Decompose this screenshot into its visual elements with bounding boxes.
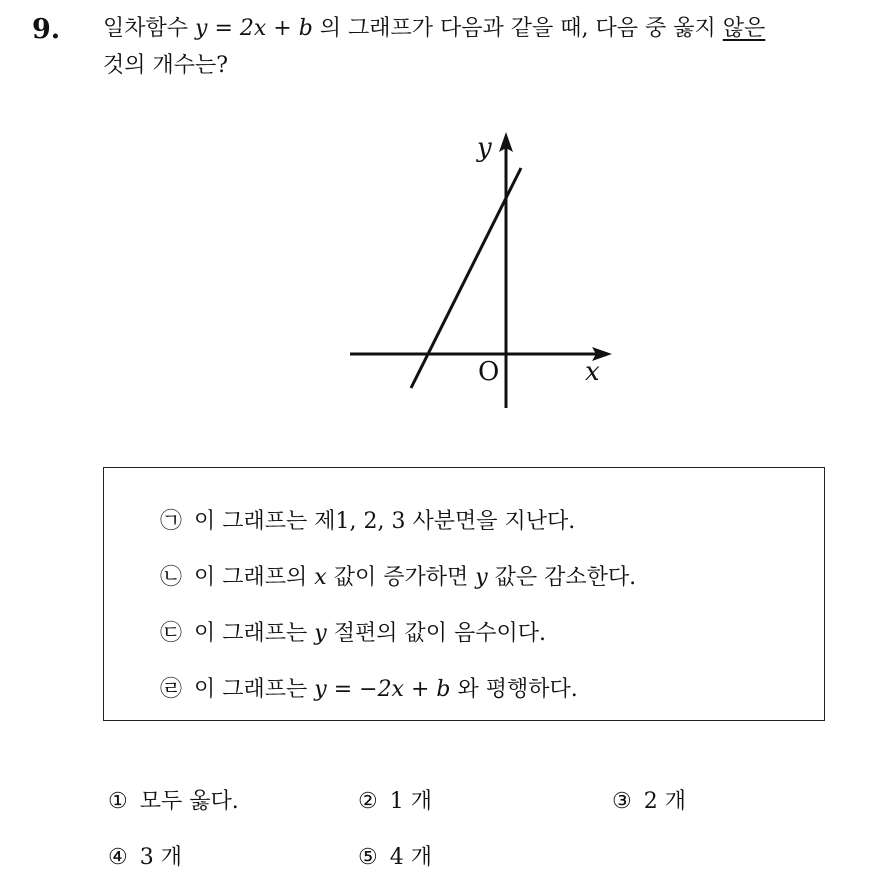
- choice-3-mark: ③: [612, 789, 632, 814]
- question-emphasis: 않은: [722, 16, 766, 41]
- statement-2-post: 값은 감소한다.: [494, 565, 637, 590]
- statement-4: [160, 675, 578, 705]
- choice-5-text: 4 개: [389, 845, 432, 870]
- choice-4[interactable]: [108, 843, 182, 873]
- choice-5[interactable]: [358, 843, 432, 873]
- statement-3-mid: 절편의 값이 음수이다.: [333, 621, 546, 646]
- choice-2[interactable]: [358, 787, 432, 817]
- function-graph: [330, 118, 630, 418]
- question-line1-pre: 일차함수: [103, 16, 189, 41]
- statement-2-var2: y: [475, 565, 488, 590]
- statement-2: [160, 563, 636, 593]
- statement-4-mark: ㉣: [160, 677, 183, 702]
- statement-4-pre: 이 그래프는: [194, 677, 308, 702]
- statement-2-mark: ㉡: [160, 565, 183, 590]
- statements-box: [103, 467, 825, 721]
- statement-2-pre: 이 그래프의: [194, 565, 308, 590]
- choice-1[interactable]: [108, 787, 239, 817]
- origin-label: O: [478, 357, 500, 387]
- x-axis-label: x: [585, 357, 600, 387]
- statement-1: [160, 507, 575, 537]
- statement-3-var1: y: [314, 621, 327, 646]
- statement-1-text: 이 그래프는 제1, 2, 3 사분면을 지난다.: [194, 509, 576, 534]
- choice-2-mark: ②: [358, 789, 378, 814]
- choice-5-mark: ⑤: [358, 845, 378, 870]
- choice-3[interactable]: [612, 787, 686, 817]
- y-axis-label: y: [477, 133, 492, 163]
- choice-1-mark: ①: [108, 789, 128, 814]
- question-line-2: 것의 개수는?: [103, 53, 229, 78]
- statement-4-mid: 와 평행하다.: [457, 677, 578, 702]
- choice-2-text: 1 개: [389, 789, 432, 814]
- statement-2-mid: 값이 증가하면: [333, 565, 469, 590]
- statement-3: [160, 619, 546, 649]
- choice-4-text: 3 개: [139, 845, 182, 870]
- statement-1-mark: ㉠: [160, 509, 183, 534]
- question-text: [103, 10, 873, 84]
- choice-4-mark: ④: [108, 845, 128, 870]
- choice-3-text: 2 개: [643, 789, 686, 814]
- question-expression: y = 2x + b: [195, 16, 313, 41]
- statement-4-expr: y = −2x + b: [314, 677, 451, 702]
- question-line-1: [103, 10, 873, 47]
- question-number: 9.: [32, 14, 61, 45]
- question-line1-mid: 의 그래프가 다음과 같을 때, 다음 중 옳지: [319, 16, 716, 41]
- statement-2-var1: x: [314, 565, 327, 590]
- choice-1-text: 모두 옳다.: [139, 789, 239, 814]
- statement-3-pre: 이 그래프는: [194, 621, 308, 646]
- statement-3-mark: ㉢: [160, 621, 183, 646]
